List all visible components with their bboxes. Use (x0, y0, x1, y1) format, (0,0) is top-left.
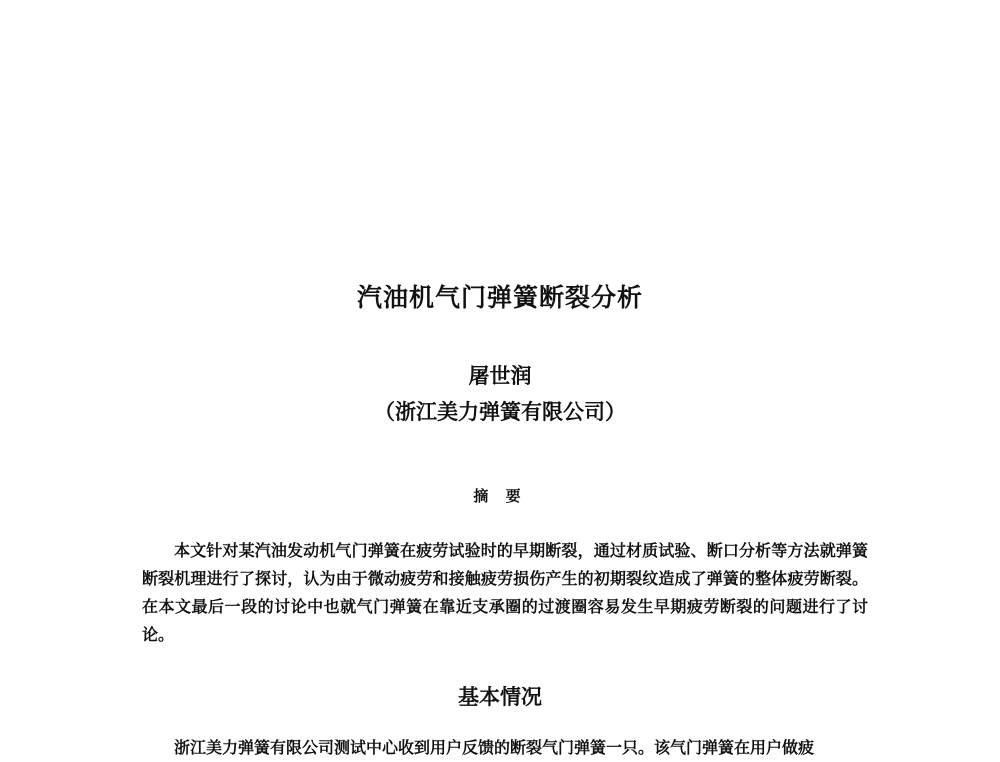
author-name: 屠世润 (468, 363, 532, 388)
section-heading: 基本情况 (458, 685, 542, 709)
abstract-heading: 摘 要 (473, 487, 527, 505)
abstract-body: 本文针对某汽油发动机气门弹簧在疲劳试验时的早期断裂，通过材质试验、断口分析等方法就弹簧断裂机理进行了探讨，认为由于微动疲劳和接触疲劳损伤产生的初期裂纹造成了弹簧的整体疲劳断裂。在本文最后一段的讨论中也就气门弹簧在靠近支承圈的过渡圈容易发生早期疲劳断裂的问题进行了讨论。 (142, 541, 868, 644)
author-affiliation: （浙江美力弹簧有限公司） (374, 399, 626, 424)
paper-title: 汽油机气门弹簧断裂分析 (356, 283, 643, 312)
section-body: 浙江美力弹簧有限公司测试中心收到用户反馈的断裂气门弹簧一只。该气门弹簧在用户做疲 (174, 738, 815, 757)
